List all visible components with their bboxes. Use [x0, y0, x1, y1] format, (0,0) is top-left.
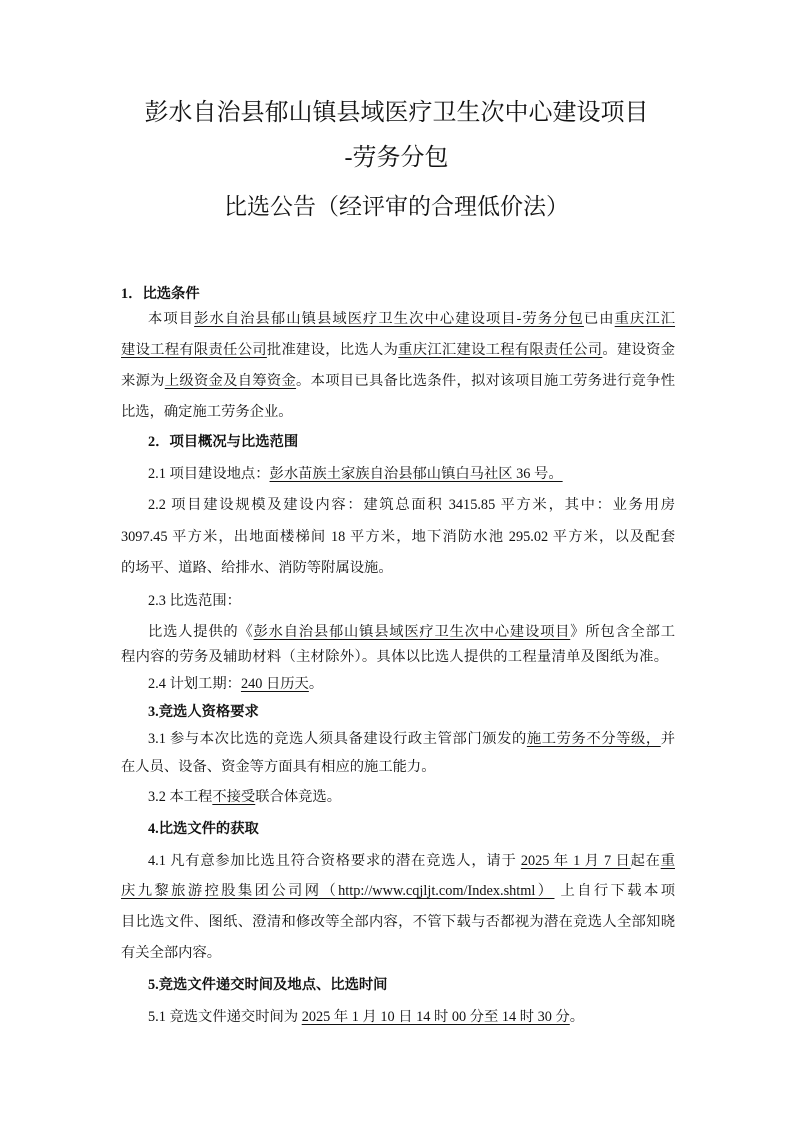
text-run: 目比选文件、图纸、澄清和修改等全部内容，不管下载与否都视为潜在竞选人全部知晓	[121, 914, 675, 930]
section-3-heading: 3.竞选人资格要求	[148, 704, 259, 720]
item-2-2-line: 2.2 项目建设规模及建设内容：建筑总面积 3415.85 平方米，其中：业务用房	[148, 497, 675, 513]
text-run: 。	[569, 1009, 585, 1025]
funding-source-field: 上级资金及自筹资金	[164, 373, 297, 389]
section-1-paragraph-line	[148, 309, 675, 329]
text-run: 程内容的劳务及辅助材料（主材除外）。具体以比选人提供的工程量清单及图纸为准。	[121, 649, 668, 665]
document-title-line-2: -劳务分包	[344, 145, 449, 171]
text-run: 在人员、设备、资金等方面具有相应的施工能力。	[121, 759, 436, 775]
duration-field: 240 日历天	[240, 676, 309, 692]
text-run: 》所包含全部工	[570, 624, 676, 640]
text-run: 4.1 凡有意参加比选且符合资格要求的潜在竞选人，请于	[148, 853, 521, 869]
document-title-line-1: 彭水自治县郁山镇县域医疗卫生次中心建设项目	[144, 100, 649, 126]
item-4-1-line	[148, 851, 675, 871]
section-1-paragraph-line	[121, 402, 675, 422]
text-run: 。	[308, 676, 324, 692]
text-run: 并	[660, 731, 675, 747]
section-5-heading: 5.竞选文件递交时间及地点、比选时间	[148, 977, 388, 993]
project-location-field: 彭水苗族土家族自治县郁山镇白马社区 36 号。	[269, 466, 563, 482]
text-run: 比选人提供的《	[148, 624, 254, 640]
text-run: 3.1 参与本次比选的竞选人须具备建设行政主管部门颁发的	[148, 731, 527, 747]
project-name-field: 彭水自治县郁山镇县域医疗卫生次中心建设项目-劳务分包	[194, 311, 584, 327]
project-name-field: 彭水自治县郁山镇县域医疗卫生次中心建设项目	[253, 624, 571, 640]
item-4-1-line	[121, 881, 675, 901]
item-2-2-line: 3097.45 平方米，出地面楼梯间 18 平方米，地下消防水池 295.02 平方米，以及配套	[121, 529, 675, 545]
approver-name-field: 重庆江汇	[614, 311, 676, 327]
section-1-heading: 1．比选条件	[121, 286, 200, 302]
item-2-2-line: 的场平、道路、给排水、消防等附属设施。	[121, 560, 393, 576]
download-website-field: 重	[660, 853, 675, 869]
text-run: 2.4 计划工期：	[148, 676, 241, 692]
item-2-4-line	[148, 674, 675, 694]
text-run: 。建设资金	[602, 342, 676, 358]
section-4-heading: 4.比选文件的获取	[148, 821, 259, 837]
submission-time-field: 2025 年 1 月 10 日 14 时 00 分至 14 时 30 分	[301, 1009, 570, 1025]
text-run: 上自行下载本项	[554, 883, 675, 899]
section-1-paragraph-line	[121, 340, 675, 360]
item-2-1-line	[148, 464, 675, 484]
text-run: 比选，确定施工劳务企业。	[121, 404, 293, 420]
joint-venture-field: 不接受	[212, 789, 256, 805]
text-run: 联合体竞选。	[255, 789, 342, 805]
text-run: 有关全部内容。	[121, 945, 222, 961]
bidder-name-field: 重庆江汇建设工程有限责任公司	[398, 342, 603, 358]
qualification-field: 施工劳务不分等级，	[526, 731, 661, 747]
item-2-3-line	[148, 622, 675, 642]
download-start-date-field: 2025 年 1 月 7 日	[520, 853, 631, 869]
text-run: 。本项目已具备比选条件，拟对该项目施工劳务进行竞争性	[296, 373, 676, 389]
text-run: 5.1 竞选文件递交时间为	[148, 1009, 302, 1025]
item-2-3-heading: 2.3 比选范围：	[148, 593, 241, 609]
item-3-1-line	[148, 729, 675, 749]
item-4-1-line	[121, 943, 675, 963]
item-4-1-line	[121, 912, 675, 932]
download-website-field: 庆九黎旅游控股集团公司网（http://www.cqjljt.com/Index.shtml）	[121, 883, 555, 899]
section-1-paragraph-line	[121, 371, 675, 391]
item-3-1-line	[121, 757, 675, 777]
text-run: 已由	[583, 311, 615, 327]
text-run: 起在	[630, 853, 661, 869]
item-3-2-line	[148, 787, 675, 807]
text-run: 3.2 本工程	[148, 789, 213, 805]
text-run: 批准建设，比选人为	[266, 342, 399, 358]
section-2-heading: 2．项目概况与比选范围	[148, 434, 299, 450]
approver-name-field: 建设工程有限责任公司	[121, 342, 267, 358]
text-run: 本项目	[148, 311, 195, 327]
item-2-3-line	[121, 647, 668, 667]
document-subtitle: 比选公告（经评审的合理低价法）	[224, 194, 569, 219]
text-run: 来源为	[121, 373, 165, 389]
text-run: 2.1 项目建设地点：	[148, 466, 270, 482]
item-5-1-line	[148, 1007, 675, 1027]
